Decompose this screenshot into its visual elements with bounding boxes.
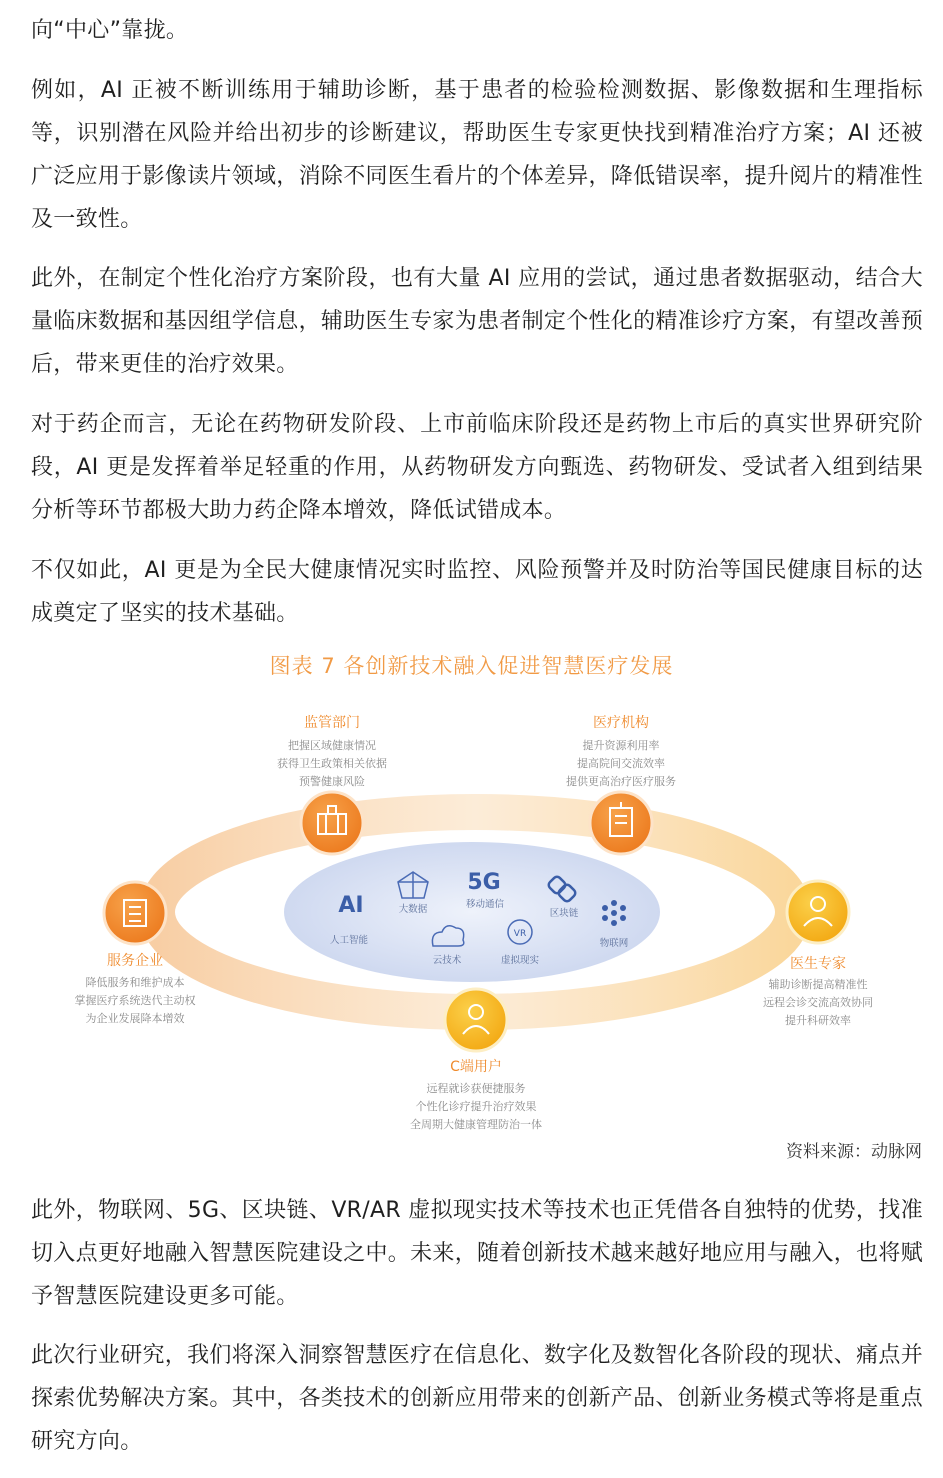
innovation-diagram [0,690,943,1150]
svg-text:云技术: 云技术 [432,955,462,966]
svg-text:个性化诊疗提升治疗效果: 个性化诊疗提升治疗效果 [415,1100,537,1113]
svg-text:获得卫生政策相关依据: 获得卫生政策相关依据 [277,757,387,770]
svg-text:掌握医疗系统迭代主动权: 掌握医疗系统迭代主动权 [74,994,196,1007]
5g-icon: 5G [467,870,501,895]
svg-text:降低服务和维护成本: 降低服务和维护成本 [85,976,185,989]
svg-text:预警健康风险: 预警健康风险 [299,775,365,788]
paragraph-pharma: 对于药企而言，无论在药物研发阶段、上市前临床阶段还是药物上市后的真实世界研究阶段，AI 更是发挥着举足轻重的作用，从药物研发方向甄选、药物研发、受试者入组到结果分析等环节都极大助力药企降本增效，降低试错成本。 [31,412,923,523]
figure-title: 图表 7 各创新技术融入促进智慧医疗发展 [269,654,674,678]
svg-text:提高院间交流效率: 提高院间交流效率 [577,757,665,770]
tech-5g [466,870,505,910]
svg-text:物联网: 物联网 [599,938,629,949]
figure-source: 资料来源：动脉网 [786,1142,922,1162]
svg-text:辅助诊断提高精准性: 辅助诊断提高精准性 [768,978,868,991]
paragraph-iot-5g: 此外，物联网、5G、区块链、VR/AR 虚拟现实技术等技术也正凭借各自独特的优势，找准切入点更好地融入智慧医院建设之中。未来，随着创新技术越来越好地应用与融入，也将赋予智慧医院建设更多可能。 [31,1198,924,1309]
paragraph-public-health: 不仅如此，AI 更是为全民大健康情况实时监控、风险预警并及时防治等国民健康目标的达成奠定了坚实的技术基础。 [31,558,923,626]
node-medical-title: 医疗机构 [593,715,649,731]
svg-text:大数据: 大数据 [398,904,428,915]
svg-text:远程就诊获便捷服务: 远程就诊获便捷服务 [426,1082,526,1095]
paragraph-ai-diagnosis: 例如，AI 正被不断训练用于辅助诊断，基于患者的检验检测数据、影像数据和生理指标等，识别潜在风险并给出初步的诊断建议，帮助医生专家更快找到精准治疗方案；AI 还被广泛应用于影像读片领域，消除不同医生看片的个体差异，降低错误率，提升阅片的精准性及一致性。 [31,78,924,232]
paragraph-intro-tail: 向“中心”靠拢。 [31,18,189,43]
node-user-title: C端用户 [450,1059,502,1075]
svg-text:全周期大健康管理防治一体: 全周期大健康管理防治一体 [410,1118,542,1131]
svg-text:提升资源利用率: 提升资源利用率 [582,739,660,752]
svg-text:远程会诊交流高效协同: 远程会诊交流高效协同 [763,996,873,1009]
svg-text:为企业发展降本增效: 为企业发展降本增效 [85,1012,185,1025]
svg-text:移动通信: 移动通信 [465,899,505,910]
svg-text:把握区域健康情况: 把握区域健康情况 [288,739,376,752]
node-supervision-title: 监管部门 [304,715,360,731]
node-doctor-title: 医生专家 [790,956,846,972]
paragraph-personalized-treatment: 此外，在制定个性化治疗方案阶段，也有大量 AI 应用的尝试，通过患者数据驱动，结合大量临床数据和基因组学信息，辅助医生专家为患者制定个性化的精准诊疗方案，有望改善预后，带来更佳的治疗效果。 [31,266,924,377]
svg-text:提升科研效率: 提升科研效率 [785,1014,851,1027]
node-service-title: 服务企业 [107,953,163,969]
svg-text:区块链: 区块链 [549,908,579,919]
svg-text:提供更高治疗医疗服务: 提供更高治疗医疗服务 [566,775,676,788]
svg-text:虚拟现实: 虚拟现实 [500,955,540,966]
ai-icon: AI [338,893,364,918]
svg-text:人工智能: 人工智能 [329,935,369,946]
vr-icon: VR [513,929,527,939]
paragraph-research-focus: 此次行业研究，我们将深入洞察智慧医疗在信息化、数字化及数智化各阶段的现状、痛点并探索优势解决方案。其中，各类技术的创新应用带来的创新产品、创新业务模式等将是重点研究方向。 [31,1343,924,1454]
